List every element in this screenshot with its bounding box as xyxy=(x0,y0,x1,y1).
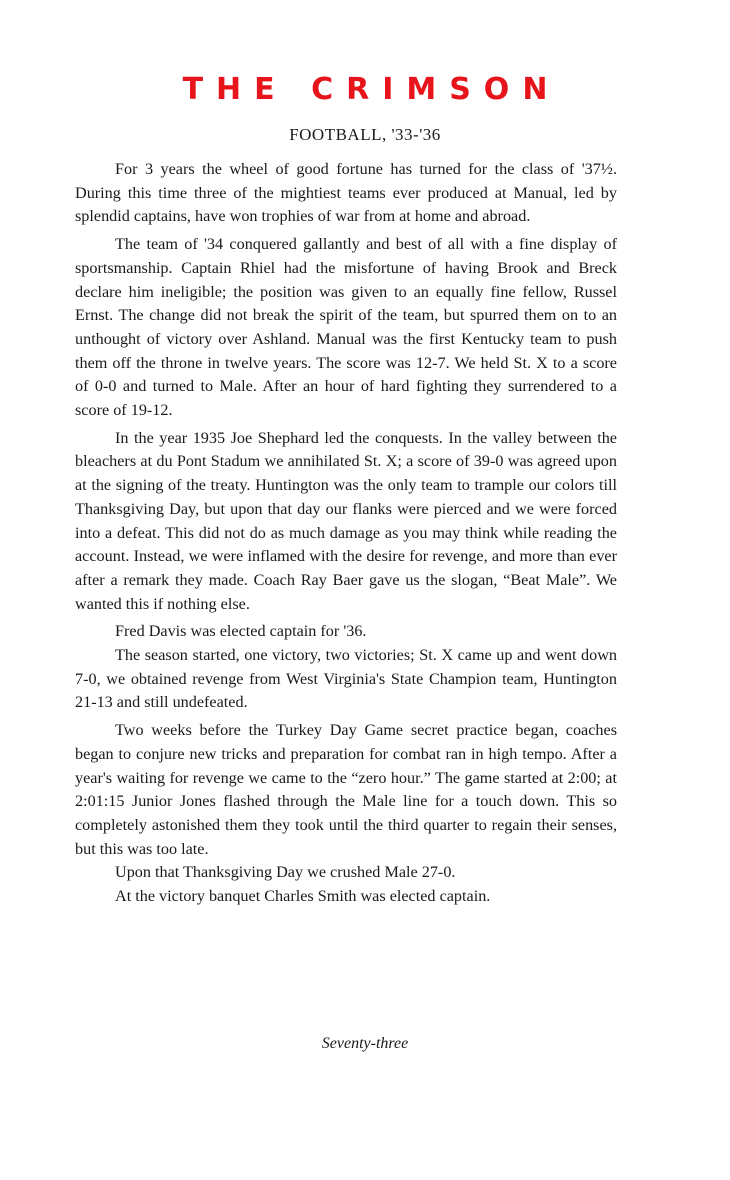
paragraph-1936-captain: Fred Davis was elected captain for '36. xyxy=(115,622,367,641)
paragraph-final-score: Upon that Thanksgiving Day we crushed Male 27-0. xyxy=(115,863,456,882)
paragraph-1936-season: The season started, one victory, two victories; St. X came up and went down 7-0, we obtained revenge from West Virginia's State Champion team, Huntington 21-13 and still undefeated. xyxy=(75,646,617,712)
paragraph-1935-season: In the year 1935 Joe Shephard led the conquests. In the valley between the bleachers at du Pont Stadum we annihilated St. X; a score of 39-0 was agreed upon at the signing of the treaty. Huntington was the only team to trample our colors till Thanksgiving Day, but upon that day our flanks were pierced and we were forced into a defeat. This did not do as much damage as you may think while reading the account. Instead, we were inflamed with the desire for revenge, and more than ever after a remark they made. Coach Ray Baer gave us the slogan, “Beat Male”. We wanted this if nothing else. xyxy=(75,428,617,613)
page-number: Seventy-three xyxy=(321,1035,409,1052)
paragraph-1934-season: The team of '34 conquered gallantly and best of all with a fine display of sportsmanship. Captain Rhiel had the misfortune of having Brook and Breck declare him ineligible; the position was given to an equally fine fellow, Russel Ernst. The change did not break the spirit of the team, but spurred them on to an unthought of victory over Ashland. Manual was the first Kentucky team to push them off the throne in twelve years. The score was 12-7. We held St. X to a score of 0-0 and turned to Male. After an hour of hard fighting they surrendered to a score of 19-12. xyxy=(75,235,617,420)
masthead-title: THE CRIMSON xyxy=(182,72,561,107)
page-header xyxy=(0,72,730,146)
paragraph-turkey-day: Two weeks before the Turkey Day Game secret practice began, coaches began to conjure new tricks and preparation for combat ran in high tempo. After a year's waiting for revenge we came to the “zero hour.” The game started at 2:00; at 2:01:15 Junior Jones flashed through the Male line for a touch down. This so completely astonished them they took until the third quarter to regain their senses, but this was too late. xyxy=(75,721,617,858)
article-body xyxy=(75,158,617,909)
paragraph-new-captain: At the victory banquet Charles Smith was elected captain. xyxy=(115,887,491,906)
paragraph-intro: For 3 years the wheel of good fortune has turned for the class of '37½. During this time three of the mightiest teams ever produced at Manual, led by splendid captains, have won trophies of war from at home and abroad. xyxy=(75,160,617,226)
section-title: FOOTBALL, '33-'36 xyxy=(289,125,441,144)
